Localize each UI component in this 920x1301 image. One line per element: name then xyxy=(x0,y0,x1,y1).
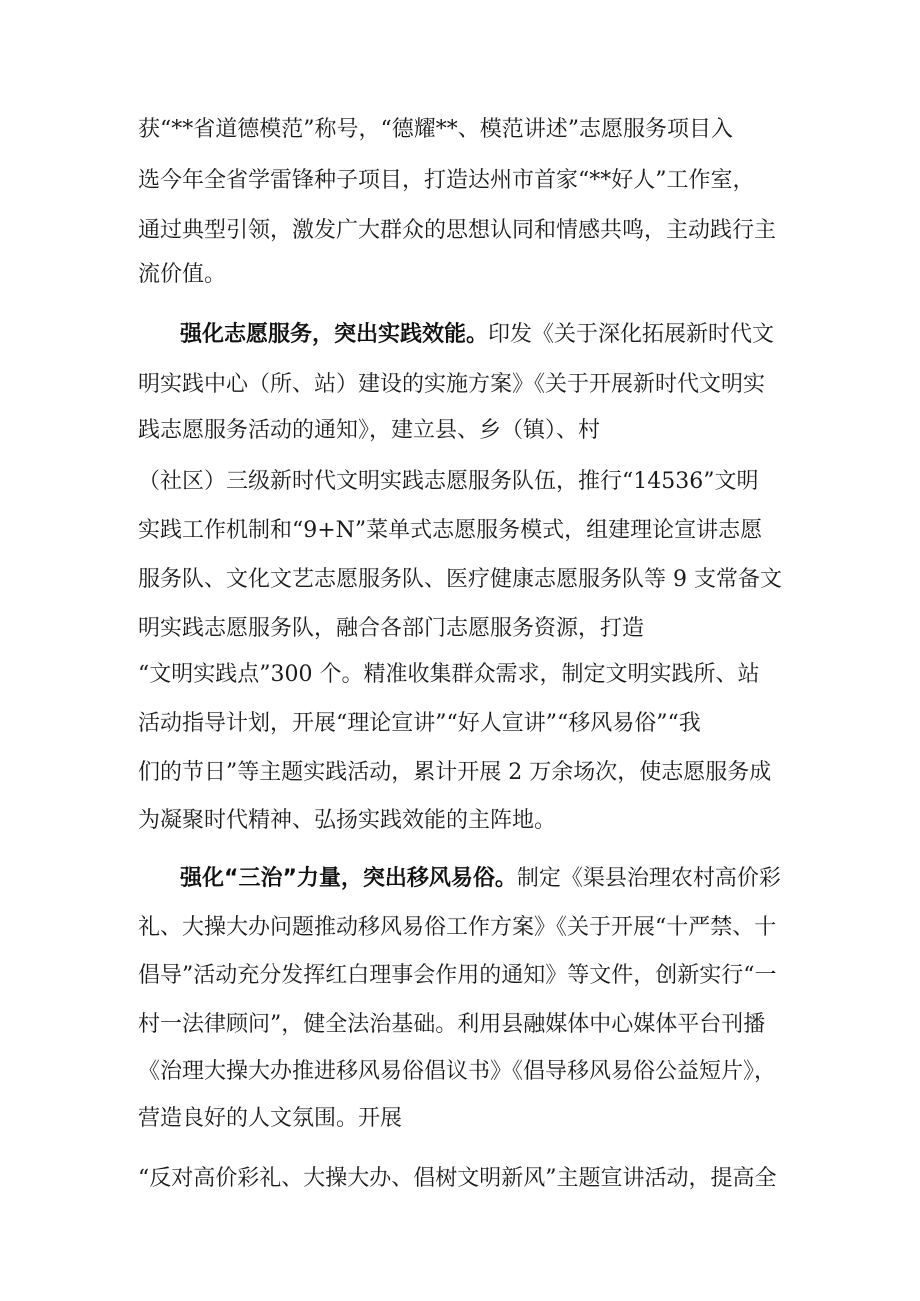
text-line: 活动指导计划，开展“理论宣讲”“好人宣讲”“移风易俗”“我 xyxy=(138,711,701,736)
text-line: 村一法律顾问”，健全法治基础。利用县融媒体中心媒体平台刊播 xyxy=(138,1012,766,1037)
text-line: 获“**省道德模范”称号，“德耀**、模范讲述”志愿服务项目入 xyxy=(138,117,733,142)
text-line: 们的节日”等主题实践活动，累计开展 2 万余场次，使志愿服务成 xyxy=(138,760,772,785)
text-line: 践志愿服务活动的通知》，建立县、乡（镇）、村 xyxy=(138,418,601,443)
text-line: 为凝聚时代精神、弘扬实践效能的主阵地。 xyxy=(138,808,557,833)
paragraph-first-line-text: 印发《关于深化拓展新时代文 xyxy=(488,322,775,347)
text-line: “文明实践点”300 个。精准收集群众需求，制定文明实践所、站 xyxy=(138,662,760,687)
paragraph-first-line-text: 制定《渠县治理农村高价彩 xyxy=(516,866,781,891)
text-line: 《治理大操大办推进移风易俗倡议书》《倡导移风易俗公益短片》， xyxy=(138,1059,777,1084)
text-line: 选今年全省学雷锋种子项目，打造达州市首家“**好人”工作室， xyxy=(138,168,755,193)
text-line: 明实践中心（所、站）建设的实施方案》《关于开展新时代文明实 xyxy=(138,372,766,397)
text-line: 礼、大操大办问题推动移风易俗工作方案》《关于开展“十严禁、十 xyxy=(138,915,777,940)
text-line: 通过典型引领，激发广大群众的思想认同和情感共鸣，主动践行主 xyxy=(138,218,777,243)
text-line: 实践工作机制和“9+N”菜单式志愿服务模式，组建理论宣讲志愿 xyxy=(138,518,763,543)
paragraph-first-line xyxy=(180,322,774,348)
text-line: 流价值。 xyxy=(138,262,227,287)
paragraph-first-line xyxy=(180,866,781,892)
text-line: “反对高价彩礼、大操大办、倡树文明新风”主题宣讲活动，提高全 xyxy=(138,1166,777,1191)
text-line: 倡导”活动充分发挥红白理事会作用的通知》等文件，创新实行“一 xyxy=(138,963,777,988)
paragraph-lead-heading: 强化志愿服务，突出实践效能。 xyxy=(180,322,489,347)
text-line: 服务队、文化文艺志愿服务队、医疗健康志愿服务队等 9 支常备文 xyxy=(138,567,782,592)
text-line: （社区）三级新时代文明实践志愿服务队伍，推行“14536”文明 xyxy=(138,469,759,494)
paragraph-lead-heading: 强化“三治”力量，突出移风易俗。 xyxy=(180,866,517,891)
text-line: 营造良好的人文氛围。开展 xyxy=(138,1106,403,1131)
text-line: 明实践志愿服务队，融合各部门志愿服务资源，打造 xyxy=(138,616,645,641)
